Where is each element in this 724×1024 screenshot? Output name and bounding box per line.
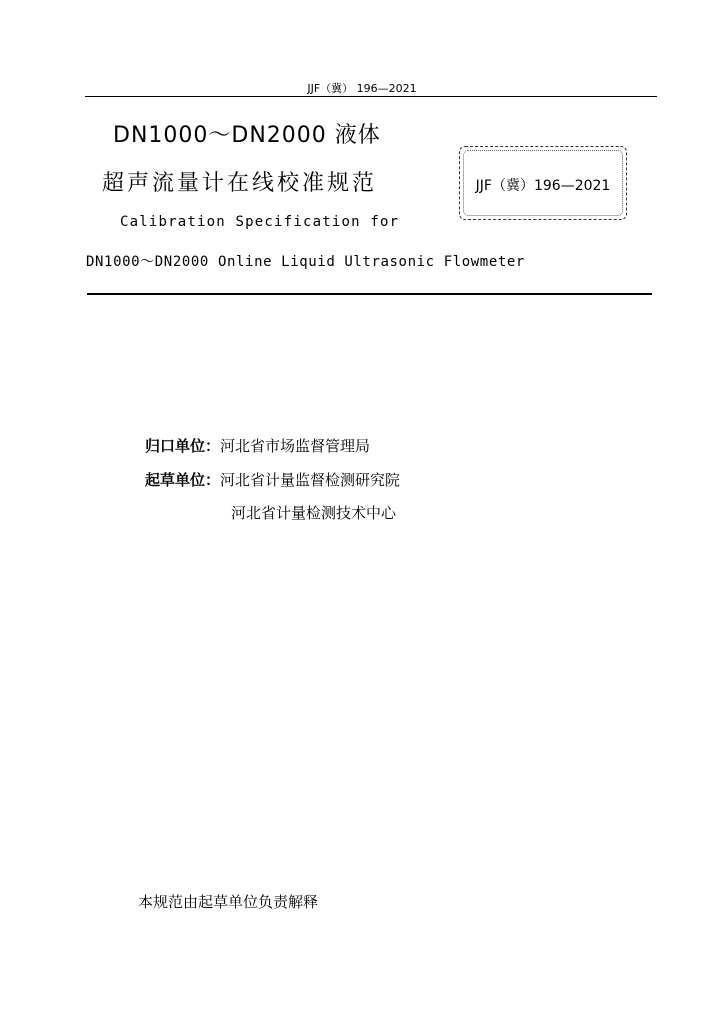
- document-title-line-1: DN1000～DN2000 液体: [113, 123, 381, 148]
- drafting-unit-value-2: 河北省计量检测技术中心: [231, 504, 397, 522]
- responsible-unit-row: [145, 435, 370, 456]
- standard-code-box-text: JJF（冀）196—2021: [475, 178, 611, 194]
- responsible-unit-label: 归口单位：: [145, 437, 221, 455]
- english-title-line-1: Calibration Specification for: [120, 214, 400, 230]
- title-divider: [87, 293, 652, 295]
- header-standard-code: JJF（冀） 196—2021: [307, 82, 417, 95]
- document-title-line-2: 超声流量计在线校准规范: [102, 171, 378, 196]
- drafting-unit-row: [145, 469, 400, 490]
- english-title-line-2: DN1000～DN2000 Online Liquid Ultrasonic Flowmeter: [86, 254, 525, 270]
- drafting-unit-value-1: 河北省计量监督检测研究院: [220, 471, 401, 489]
- drafting-unit-label: 起草单位：: [145, 471, 221, 489]
- standard-code-box: [459, 146, 627, 220]
- interpretation-note: 本规范由起草单位负责解释: [138, 893, 319, 911]
- responsible-unit-value: 河北省市场监督管理局: [220, 437, 371, 455]
- header-divider: [85, 96, 657, 97]
